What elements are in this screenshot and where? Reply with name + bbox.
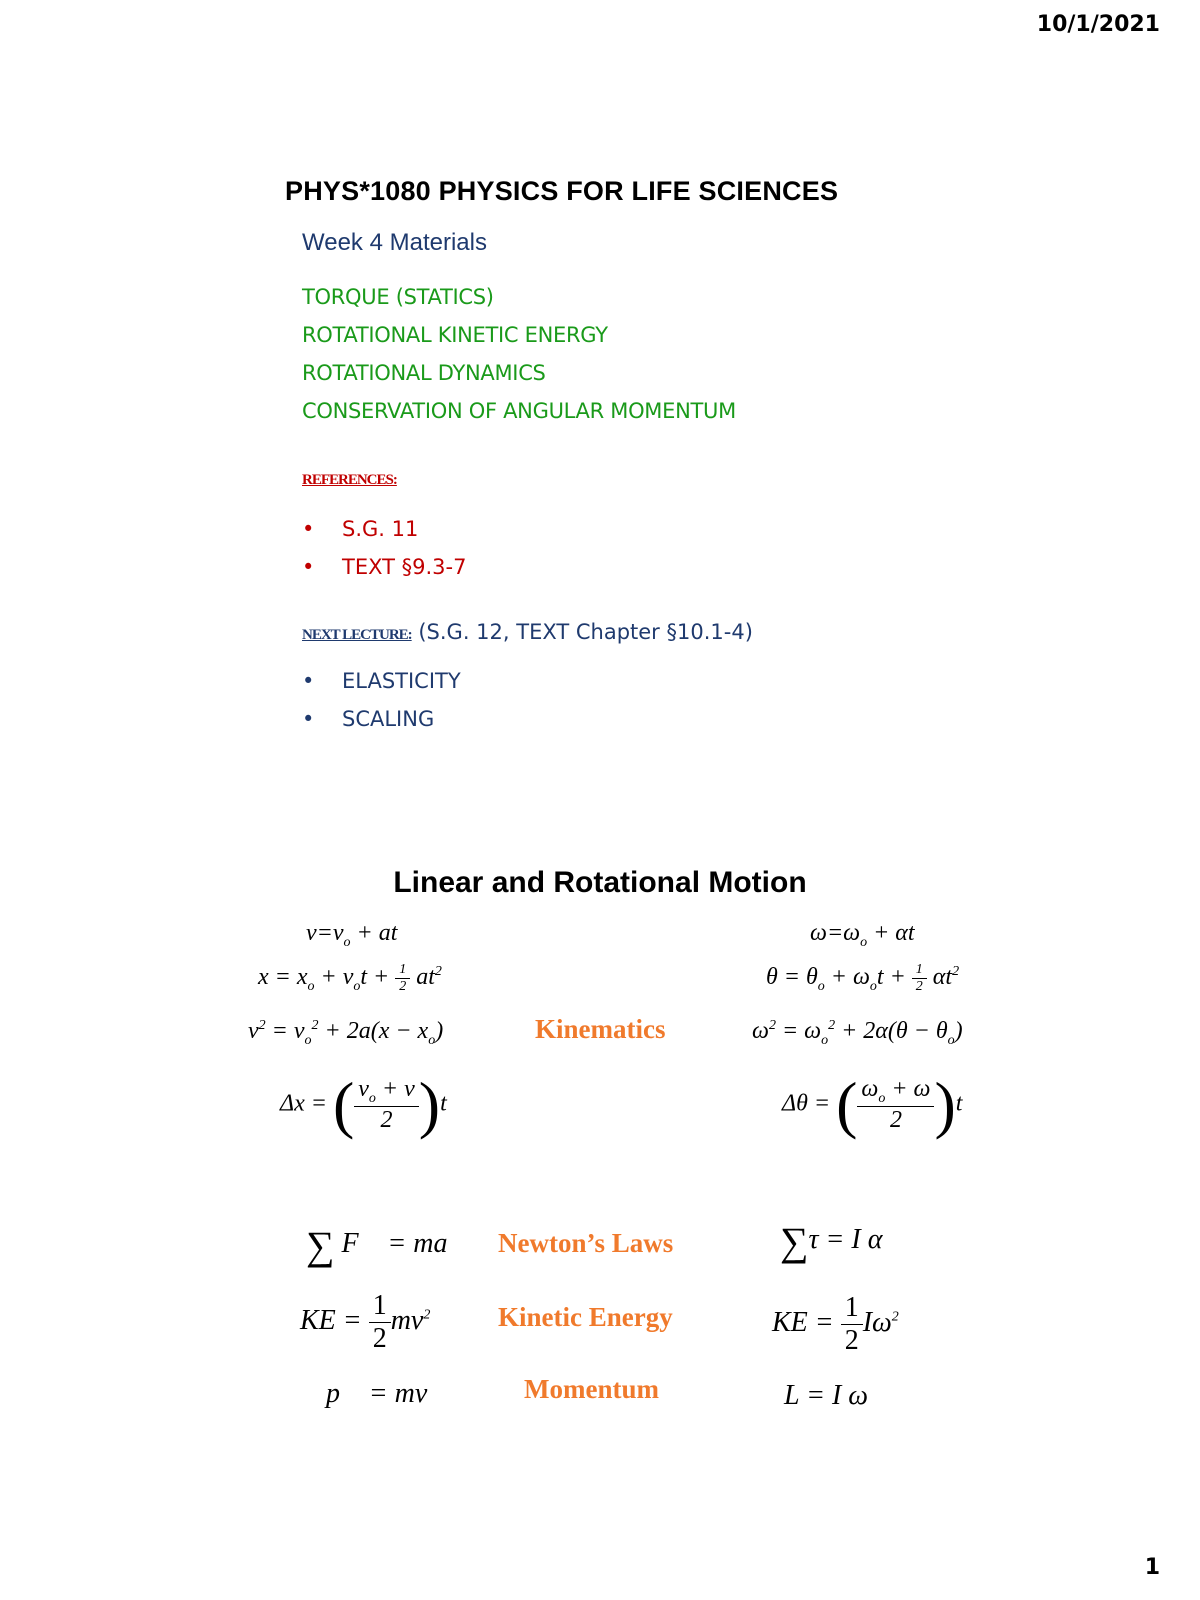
linear-kinetic-energy-equation: KE = $\frac{1}{2}$ $mv^2$ xyxy=(300,1290,431,1354)
topic-item: ROTATIONAL KINETIC ENERGY xyxy=(302,323,608,347)
reference-text: TEXT §9.3-7 xyxy=(342,555,467,579)
next-lecture-line xyxy=(302,620,753,644)
angular-velocity-equation: $\omega=\omega_o + \alpha t$ xyxy=(810,920,915,950)
angular-position-equation: $\theta = \theta_o + \omega_ot$ + $\frac{1}{2}$ $\alpha t^2$ xyxy=(766,962,960,994)
references-heading: REFERENCES: xyxy=(302,472,397,488)
next-lecture-list xyxy=(302,662,461,738)
bullet-icon: • xyxy=(302,707,315,731)
momentum-label: Momentum xyxy=(524,1374,659,1404)
angular-momentum-equation: L = I ω xyxy=(784,1380,869,1411)
topic-item: ROTATIONAL DYNAMICS xyxy=(302,361,546,385)
bullet-icon: • xyxy=(302,669,315,693)
topic-list xyxy=(302,278,736,430)
references-list xyxy=(302,510,466,586)
bullet-icon: • xyxy=(302,555,315,579)
kinetic-energy-label: Kinetic Energy xyxy=(498,1302,673,1332)
next-lecture-item xyxy=(302,662,461,700)
next-lecture-item xyxy=(302,700,461,738)
motion-slide-title: Linear and Rotational Motion xyxy=(393,866,807,899)
next-lecture-refs: (S.G. 12, TEXT Chapter §10.1-4) xyxy=(411,620,753,644)
topic-item: CONSERVATION OF ANGULAR MOMENTUM xyxy=(302,399,736,423)
angular-velocity-squared-equation: $\omega^2 = \omega_o^2 + 2\alpha(\theta - \theta_o)$ xyxy=(752,1018,963,1048)
newton-second-law-rotational: ∑τ = I α xyxy=(780,1219,883,1264)
page-number: 1 xyxy=(1144,1555,1160,1580)
linear-position-equation: $x = x_o + v_ot$ + $\frac{1}{2}$ $at^2$ xyxy=(258,962,442,994)
bullet-icon: • xyxy=(302,517,315,541)
angular-displacement-equation: Δθ = ( $\frac{\omega_o + \omega}{2}$ )t xyxy=(782,1069,963,1140)
kinematics-label: Kinematics xyxy=(535,1014,666,1044)
course-title: PHYS*1080 PHYSICS FOR LIFE SCIENCES xyxy=(285,176,839,206)
week-subtitle: Week 4 Materials xyxy=(302,229,487,256)
topic-item: TORQUE (STATICS) xyxy=(302,285,494,309)
newtons-laws-label: Newton’s Laws xyxy=(498,1228,674,1258)
reference-item xyxy=(302,510,466,548)
next-lecture-text: ELASTICITY xyxy=(342,669,461,693)
linear-velocity-equation: $v=v_o$ + at xyxy=(306,920,398,950)
rotational-kinetic-energy-equation: KE = $\frac{1}{2}$ $I\omega^2$ xyxy=(772,1292,899,1356)
linear-displacement-equation: Δx = ( $\frac{v_o + v}{2}$ )t xyxy=(280,1069,447,1140)
next-lecture-text: SCALING xyxy=(342,707,435,731)
reference-item xyxy=(302,548,466,586)
newton-second-law-linear: ∑ F⃗ = ma⃗ xyxy=(306,1223,470,1268)
slide-date: 10/1/2021 xyxy=(1036,12,1160,37)
linear-velocity-squared-equation: $v^2 = v_o^2 + 2a(x - x_o)$ xyxy=(248,1018,444,1048)
next-lecture-label: NEXT LECTURE: xyxy=(302,627,412,643)
linear-momentum-equation: p⃗ = mv⃗ xyxy=(326,1378,450,1409)
reference-text: S.G. 11 xyxy=(342,517,419,541)
